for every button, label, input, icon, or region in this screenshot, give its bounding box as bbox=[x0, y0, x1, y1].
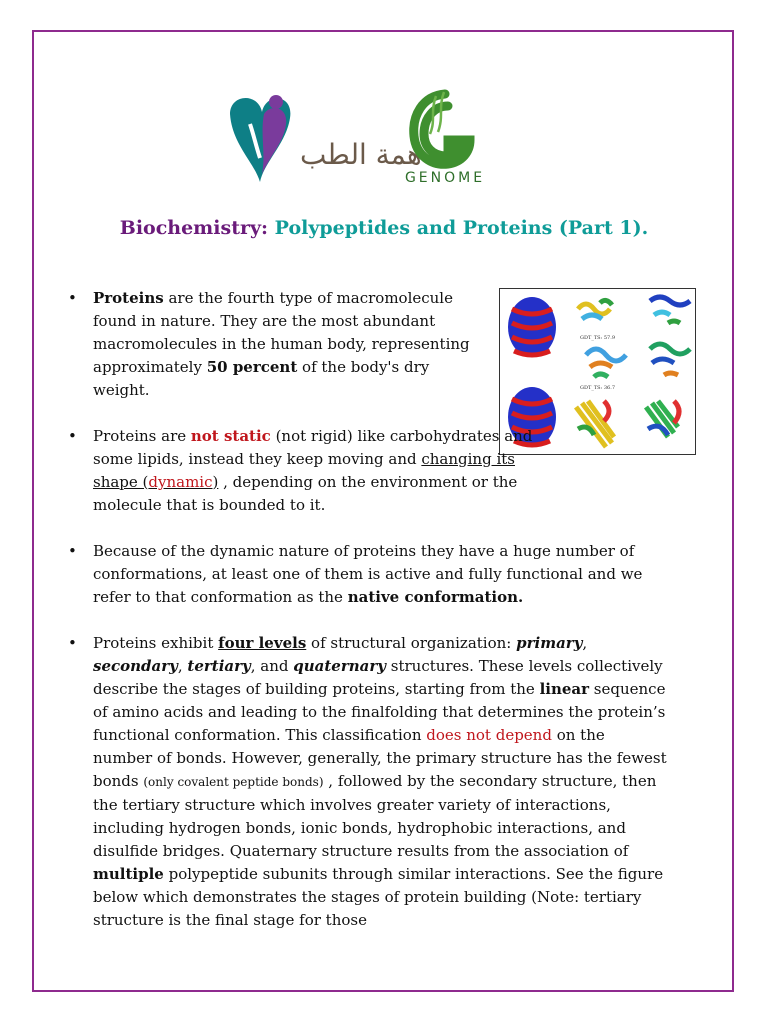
text-span: , followed by the secondary structure, then the tertiary structure which involves greater variety of interactions, including hydrogen bonds, ionic bonds, hydrophobic interactions, and disulfide bridges. Quaternary structure results from the association of bbox=[93, 772, 657, 860]
text-span: Proteins exhibit bbox=[93, 634, 219, 652]
document-body bbox=[70, 287, 670, 955]
text-span: , and bbox=[250, 657, 294, 675]
text-not-static: not static bbox=[190, 427, 271, 445]
text-span: (not rigid) like carbohydrates and some lipids, instead they keep moving and bbox=[93, 427, 533, 468]
text-span: sequence of amino acids and leading to the finalfolding that determines the protein’s functional conformation. This classification bbox=[93, 680, 666, 744]
arabic-logo-text: همة الطب bbox=[300, 138, 422, 171]
genome-logo-text: GENOME bbox=[404, 170, 486, 186]
text-span: are the fourth type of macromolecule found in nature. They are the most abundant macromolecules in the human body, representing approximately bbox=[93, 289, 470, 376]
dna-g-icon bbox=[400, 86, 490, 190]
bullet-four-levels bbox=[70, 632, 668, 932]
text-span: polypeptide subunits through similar interactions. See the figure below which demonstrates the stages of protein building (Note: tertiary structure is the final stage for those bbox=[93, 865, 664, 929]
text-quaternary: quaternary bbox=[293, 657, 386, 675]
text-span: Because of the dynamic nature of proteins they have a huge number of conformations, at least one of them is active and fully functional and we refer to that conformation as the bbox=[93, 542, 643, 606]
text-span: , bbox=[582, 634, 588, 652]
text-span: of structural organization: bbox=[306, 634, 517, 652]
text-span: Proteins are bbox=[93, 427, 191, 445]
bullet-not-static bbox=[70, 425, 563, 517]
text-secondary: secondary bbox=[93, 657, 178, 675]
text-span: , depending on the environment or the molecule that is bounded to it. bbox=[93, 473, 518, 514]
text-span: on the number of bonds. However, generally, the primary structure has the fewest bonds bbox=[93, 726, 667, 790]
text-dynamic: dynamic bbox=[148, 473, 213, 491]
text-proteins-bold: Proteins bbox=[93, 289, 164, 307]
text-tertiary: tertiary bbox=[187, 657, 251, 675]
text-span: ) bbox=[212, 473, 219, 491]
bullet-dynamic-nature bbox=[70, 540, 668, 609]
text-span: changing its shape ( bbox=[93, 450, 515, 491]
text-covalent-note: (only covalent peptide bonds) bbox=[143, 775, 324, 789]
text-linear: linear bbox=[539, 680, 590, 698]
title-topic: Polypeptides and Proteins (Part 1). bbox=[268, 217, 649, 239]
text-primary: primary bbox=[516, 634, 583, 652]
page-title bbox=[0, 217, 768, 239]
text-multiple: multiple bbox=[93, 865, 164, 883]
text-span: of the body's dry weight. bbox=[93, 358, 430, 399]
title-subject: Biochemistry: bbox=[119, 217, 269, 239]
bullet-proteins-intro bbox=[70, 287, 478, 402]
text-span: , bbox=[177, 657, 188, 675]
text-50-percent: 50 percent bbox=[206, 358, 298, 376]
genome-logo bbox=[400, 86, 490, 190]
text-does-not-depend: does not depend bbox=[426, 726, 552, 744]
text-four-levels: four levels bbox=[218, 634, 307, 652]
gdt-label-1: GDT_TS: 57.9 bbox=[580, 335, 616, 341]
bullet-list bbox=[70, 287, 670, 932]
text-native-conformation: native conformation. bbox=[347, 588, 524, 606]
text-span: structures. These levels collectively describe the stages of building proteins, starting from the bbox=[93, 657, 663, 698]
gdt-label-2: GDT_TS: 36.7 bbox=[580, 385, 616, 391]
